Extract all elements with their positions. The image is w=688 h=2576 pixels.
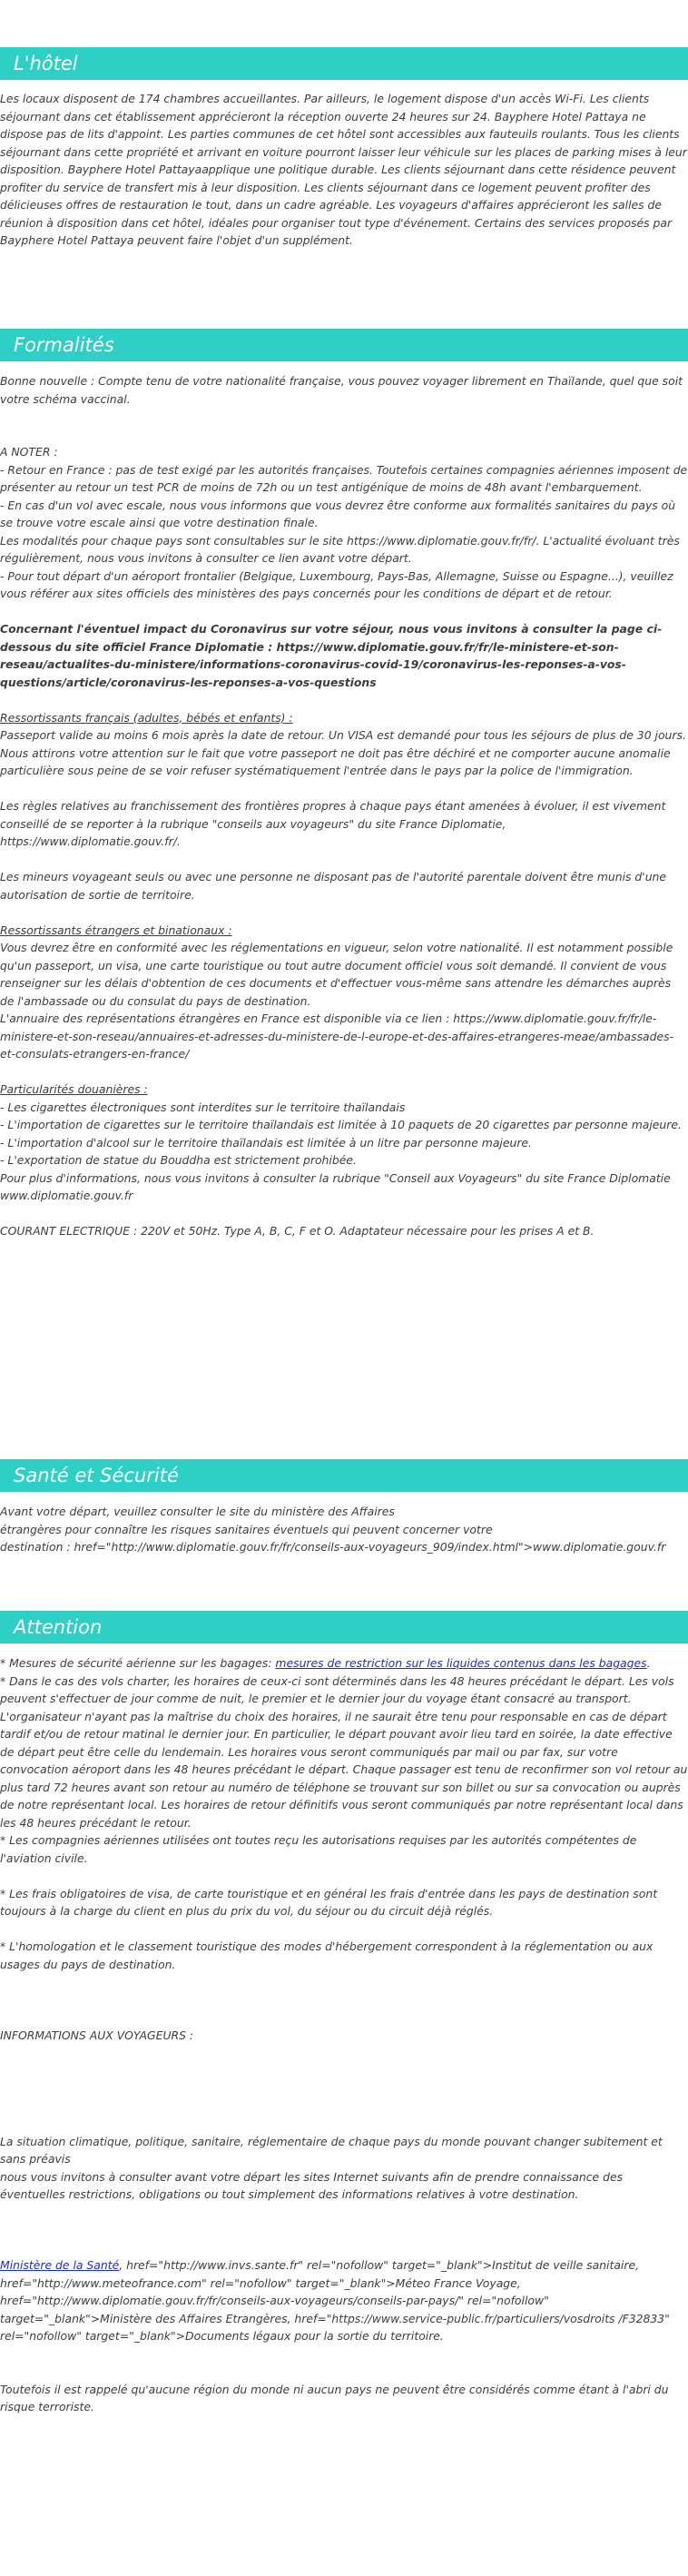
french-nationals-title: Ressortissants français (adultes, bébés et enfants) :	[0, 710, 293, 725]
customs-title: Particularités douanières :	[0, 1082, 148, 1096]
liquids-restriction-link[interactable]: mesures de restriction sur les liquides contenus dans les bagages	[275, 1656, 647, 1670]
situation-line-1: La situation climatique, politique, sanitaire, réglementaire de chaque pays du monde pouvant changer subitement et sans préavis	[0, 2134, 663, 2166]
health-ministry-link[interactable]: Ministère de la Santé	[0, 2258, 120, 2272]
hotel-description	[0, 90, 688, 250]
terror-risk-text: Toutefois il est rappelé qu'aucune région du monde ni aucun pays ne peuvent être considérés comme étant à l'abri du risque terroriste.	[0, 2382, 669, 2413]
foreign-directory-text: L'annuaire des représentations étrangères en France est disponible via ce lien : https://www.diplomatie.gouv.fr/fr/le-ministere-et-son-reseau/annuaires-et-adresses-du-ministere-de-l-europe-et-des-affaires-etrangeres-meae/ambassades-et-consulats-etrangers-en-france/	[0, 1012, 674, 1061]
customs-line-alcohol: - L'importation d'alcool sur le territoire thaïlandais est limitée à un litre par personne majeure.	[0, 1135, 532, 1150]
customs-line-ecig: - Les cigarettes électroniques sont interdites sur le territoire thaïlandais	[0, 1100, 406, 1114]
mandatory-fees-text: * Les frais obligatoires de visa, de carte touristique et en général les frais d'entrée dans les pays de destination sont toujours à la charge du client en plus du prix du vol, du séjour ou du circuit déjà réglés.	[0, 1886, 658, 1918]
situation-line-2: nous vous invitons à consulter avant votre départ les sites Internet suivants afin de prendre connaissance des éventuelles restrictions, obligations ou tout simplement des informations relatives à votre destination.	[0, 2169, 624, 2201]
formalites-content	[0, 372, 688, 1240]
sante-section-header	[0, 1459, 688, 1492]
baggage-security-suffix: .	[646, 1656, 651, 1670]
customs-line-cigarettes: - L'importation de cigarettes sur le territoire thaïlandais est limitée à 10 paquets de 20 cigarettes par personne majeure.	[0, 1118, 682, 1131]
note-line-return: - Retour en France : pas de test exigé par les autorités françaises. Toutefois certaines compagnies aériennes imposent de présenter au retour un test PCR de moins de 72h ou un test antigénique de moins de 48h avant l'embarquement.	[0, 462, 688, 494]
formalites-intro: Bonne nouvelle : Compte tenu de votre nationalité française, vous pouvez voyager librement en Thaïlande, quel que soit votre schéma vaccinal.	[0, 374, 683, 406]
attention-section-header	[0, 1611, 688, 1643]
electric-current-text: COURANT ELECTRIQUE : 220V et 50Hz. Type A, B, C, F et O. Adaptateur nécessaire pour les prises A et B.	[0, 1224, 595, 1238]
homologation-text: * L'homologation et le classement touristique des modes d'hébergement correspondent à la réglementation ou aux usages du pays de destination.	[0, 1939, 654, 1971]
note-line-stopover: - En cas d'un vol avec escale, nous vous informons que vous devrez être conforme aux formalités sanitaires du pays où se trouve votre escale ainsi que votre destination finale.	[0, 498, 676, 529]
border-rules-text: Les règles relatives au franchissement des frontières propres à chaque pays étant amenées à évoluer, il est vivement conseillé de se reporter à la rubrique "conseils aux voyageurs" du site France Diplomatie, https://www.diplomatie.gouv.fr/.	[0, 799, 666, 848]
sante-line-3: destination : href="http://www.diplomatie.gouv.fr/fr/conseils-aux-voyageurs_909/index.html">www.diplomatie.gouv.fr	[0, 1540, 666, 1554]
useful-links-list: , href="http://www.invs.sante.fr" rel="nofollow" target="_blank">Institut de veille sanitaire, href="http://www.meteofrance.com" rel="nofollow" target="_blank">Méteo France Voyage, href="http://www.diplomatie.gouv.fr/fr/conseils-aux-voyageurs/conseils-par-pays/" rel="nofollow" target="_blank">Ministère des Affaires Etrangères, href="https://www.service-public.fr/particuliers/vosdroits /F32833" rel="nofollow" target="_blank">Documents légaux pour la sortie du territoire.	[0, 2258, 670, 2343]
baggage-security-text	[0, 1654, 688, 1673]
foreign-nationals-body: Vous devrez être en conformité avec les réglementations en vigueur, selon votre nationalité. Il est notamment possible qu'un passeport, un visa, une carte touristique ou tout autre document officiel vous soit demandé. Il convient de vous renseigner sur les délais d'obtention de ces documents et d'effectuer vous-même sans attendre les démarches auprès de l'ambassade ou du consulat du pays de destination.	[0, 941, 673, 1008]
note-line-modalities: Les modalités pour chaque pays sont consultables sur le site https://www.diplomatie.gouv.fr/fr/. L'actualité évoluant très régulièrement, nous vous invitons à consulter ce lien avant votre départ.	[0, 533, 680, 565]
minors-text: Les mineurs voyageant seuls ou avec une personne ne disposant pas de l'autorité parentale doivent être munis d'une autorisation de sortie de territoire.	[0, 870, 667, 902]
attention-section-title: Attention	[14, 1616, 103, 1638]
hotel-section-title: L'hôtel	[14, 53, 78, 74]
sante-line-1: Avant votre départ, veuillez consulter le site du ministère des Affaires	[0, 1505, 395, 1518]
baggage-security-prefix: * Mesures de sécurité aérienne sur les bagages:	[0, 1656, 276, 1670]
sante-content	[0, 1503, 688, 1556]
note-line-border-airport: - Pour tout départ d'un aéroport frontalier (Belgique, Luxembourg, Pays-Bas, Allemagne, Suisse ou Espagne...), veuillez vous référer aux sites officiels des ministères des pays concernés pour les conditions de départ et de retour.	[0, 568, 673, 600]
sante-line-2: étrangères pour connaître les risques sanitaires éventuels qui peuvent concerner votre	[0, 1522, 493, 1536]
hotel-section-header	[0, 47, 688, 80]
attention-content	[0, 1654, 688, 2416]
customs-line-more-info: Pour plus d'informations, nous vous invitons à consulter la rubrique "Conseil aux Voyageurs" du site France Diplomatie www.diplomatie.gouv.fr	[0, 1170, 671, 1202]
formalites-section-title: Formalités	[14, 334, 114, 356]
customs-line-buddha: - L'exportation de statue du Bouddha est strictement prohibée.	[0, 1153, 357, 1167]
charter-flights-text: * Dans le cas des vols charter, les horaires de ceux-ci sont déterminés dans les 48 heures précédant le départ. Les vols peuvent s'effectuer de jour comme de nuit, le premier et le dernier jour du voyage étant consacré au transport. L'organisateur n'ayant pas la maîtrise du choix des horaires, il ne saurait être tenu pour responsable en cas de départ tardif et/ou de retour matinal le dernier jour. En particulier, le départ pouvant avoir lieu tard en soirée, la date effective de départ peut être celle du lendemain. Les horaires vous seront communiqués par mail ou par fax, sur votre convocation aéroport dans les 48 heures précédant le départ. Chaque passager est tenu de reconfirmer son vol retour au plus tard 72 heures avant son retour au numéro de téléphone se trouvant sur son billet ou sur sa convocation ou auprès de notre représentant local. Les horaires de retour définitifs vous seront communiqués par notre représentant local dans les 48 heures précédant le retour.	[0, 1673, 688, 1830]
airlines-authorization-text: * Les compagnies aériennes utilisées ont toutes reçu les autorisations requises par les autorités compétentes de l'aviation civile.	[0, 1833, 637, 1865]
note-title: A NOTER :	[0, 445, 58, 459]
formalites-section-header	[0, 329, 688, 361]
coronavirus-notice: Concernant l'éventuel impact du Coronavirus sur votre séjour, nous vous invitons à consulter la page ci-dessous du site officiel France Diplomatie : https://www.diplomatie.gouv.fr/fr/le-ministere-et-son-reseau/actualites-du-ministere/informations-coronavirus-covid-19/coronavirus-les-reponses-a-vos-questions/article/coronavirus-les-reponses-a-vos-questions	[0, 622, 663, 689]
sante-section-title: Santé et Sécurité	[14, 1465, 179, 1486]
french-nationals-body: Passeport valide au moins 6 mois après la date de retour. Un VISA est demandé pour tous les séjours de plus de 30 jours. Nous attirons votre attention sur le fait que votre passeport ne doit pas être déchiré et ne comporter aucune anomalie particulière sous peine de se voir refuser systématiquement l'entrée dans le pays par la police de l'immigration.	[0, 728, 686, 777]
travelers-info-title: INFORMATIONS AUX VOYAGEURS :	[0, 2028, 194, 2042]
useful-links-text	[0, 2256, 688, 2345]
foreign-nationals-title: Ressortissants étrangers et binationaux :	[0, 923, 232, 937]
hotel-description-text: Les locaux disposent de 174 chambres accueillantes. Par ailleurs, le logement dispose d'un accès Wi-Fi. Les clients séjournant dans cet établissement apprécieront la réception ouverte 24 heures sur 24. Bayphere Hotel Pattaya ne dispose pas de lits d'appoint. Les parties communes de cet hôtel sont accessibles aux fauteuils roulants. Tous les clients séjournant dans cette propriété et arrivant en voiture pourront laisser leur véhicule sur les places de parking mises à leur disposition. Bayphere Hotel Pattayaapplique une politique durable. Les clients séjournant dans cette résidence peuvent profiter du service de transfert mis à leur disposition. Les clients séjournant dans ce logement peuvent profiter des délicieuses offres de restauration le tout, dans un cadre agréable. Les voyageurs d'affaires apprécieront les salles de réunion à disposition dans cet hôtel, idéales pour organiser tout type d'événement. Certains des services proposés par Bayphere Hotel Pattaya peuvent faire l'objet d'un supplément.	[0, 92, 687, 247]
